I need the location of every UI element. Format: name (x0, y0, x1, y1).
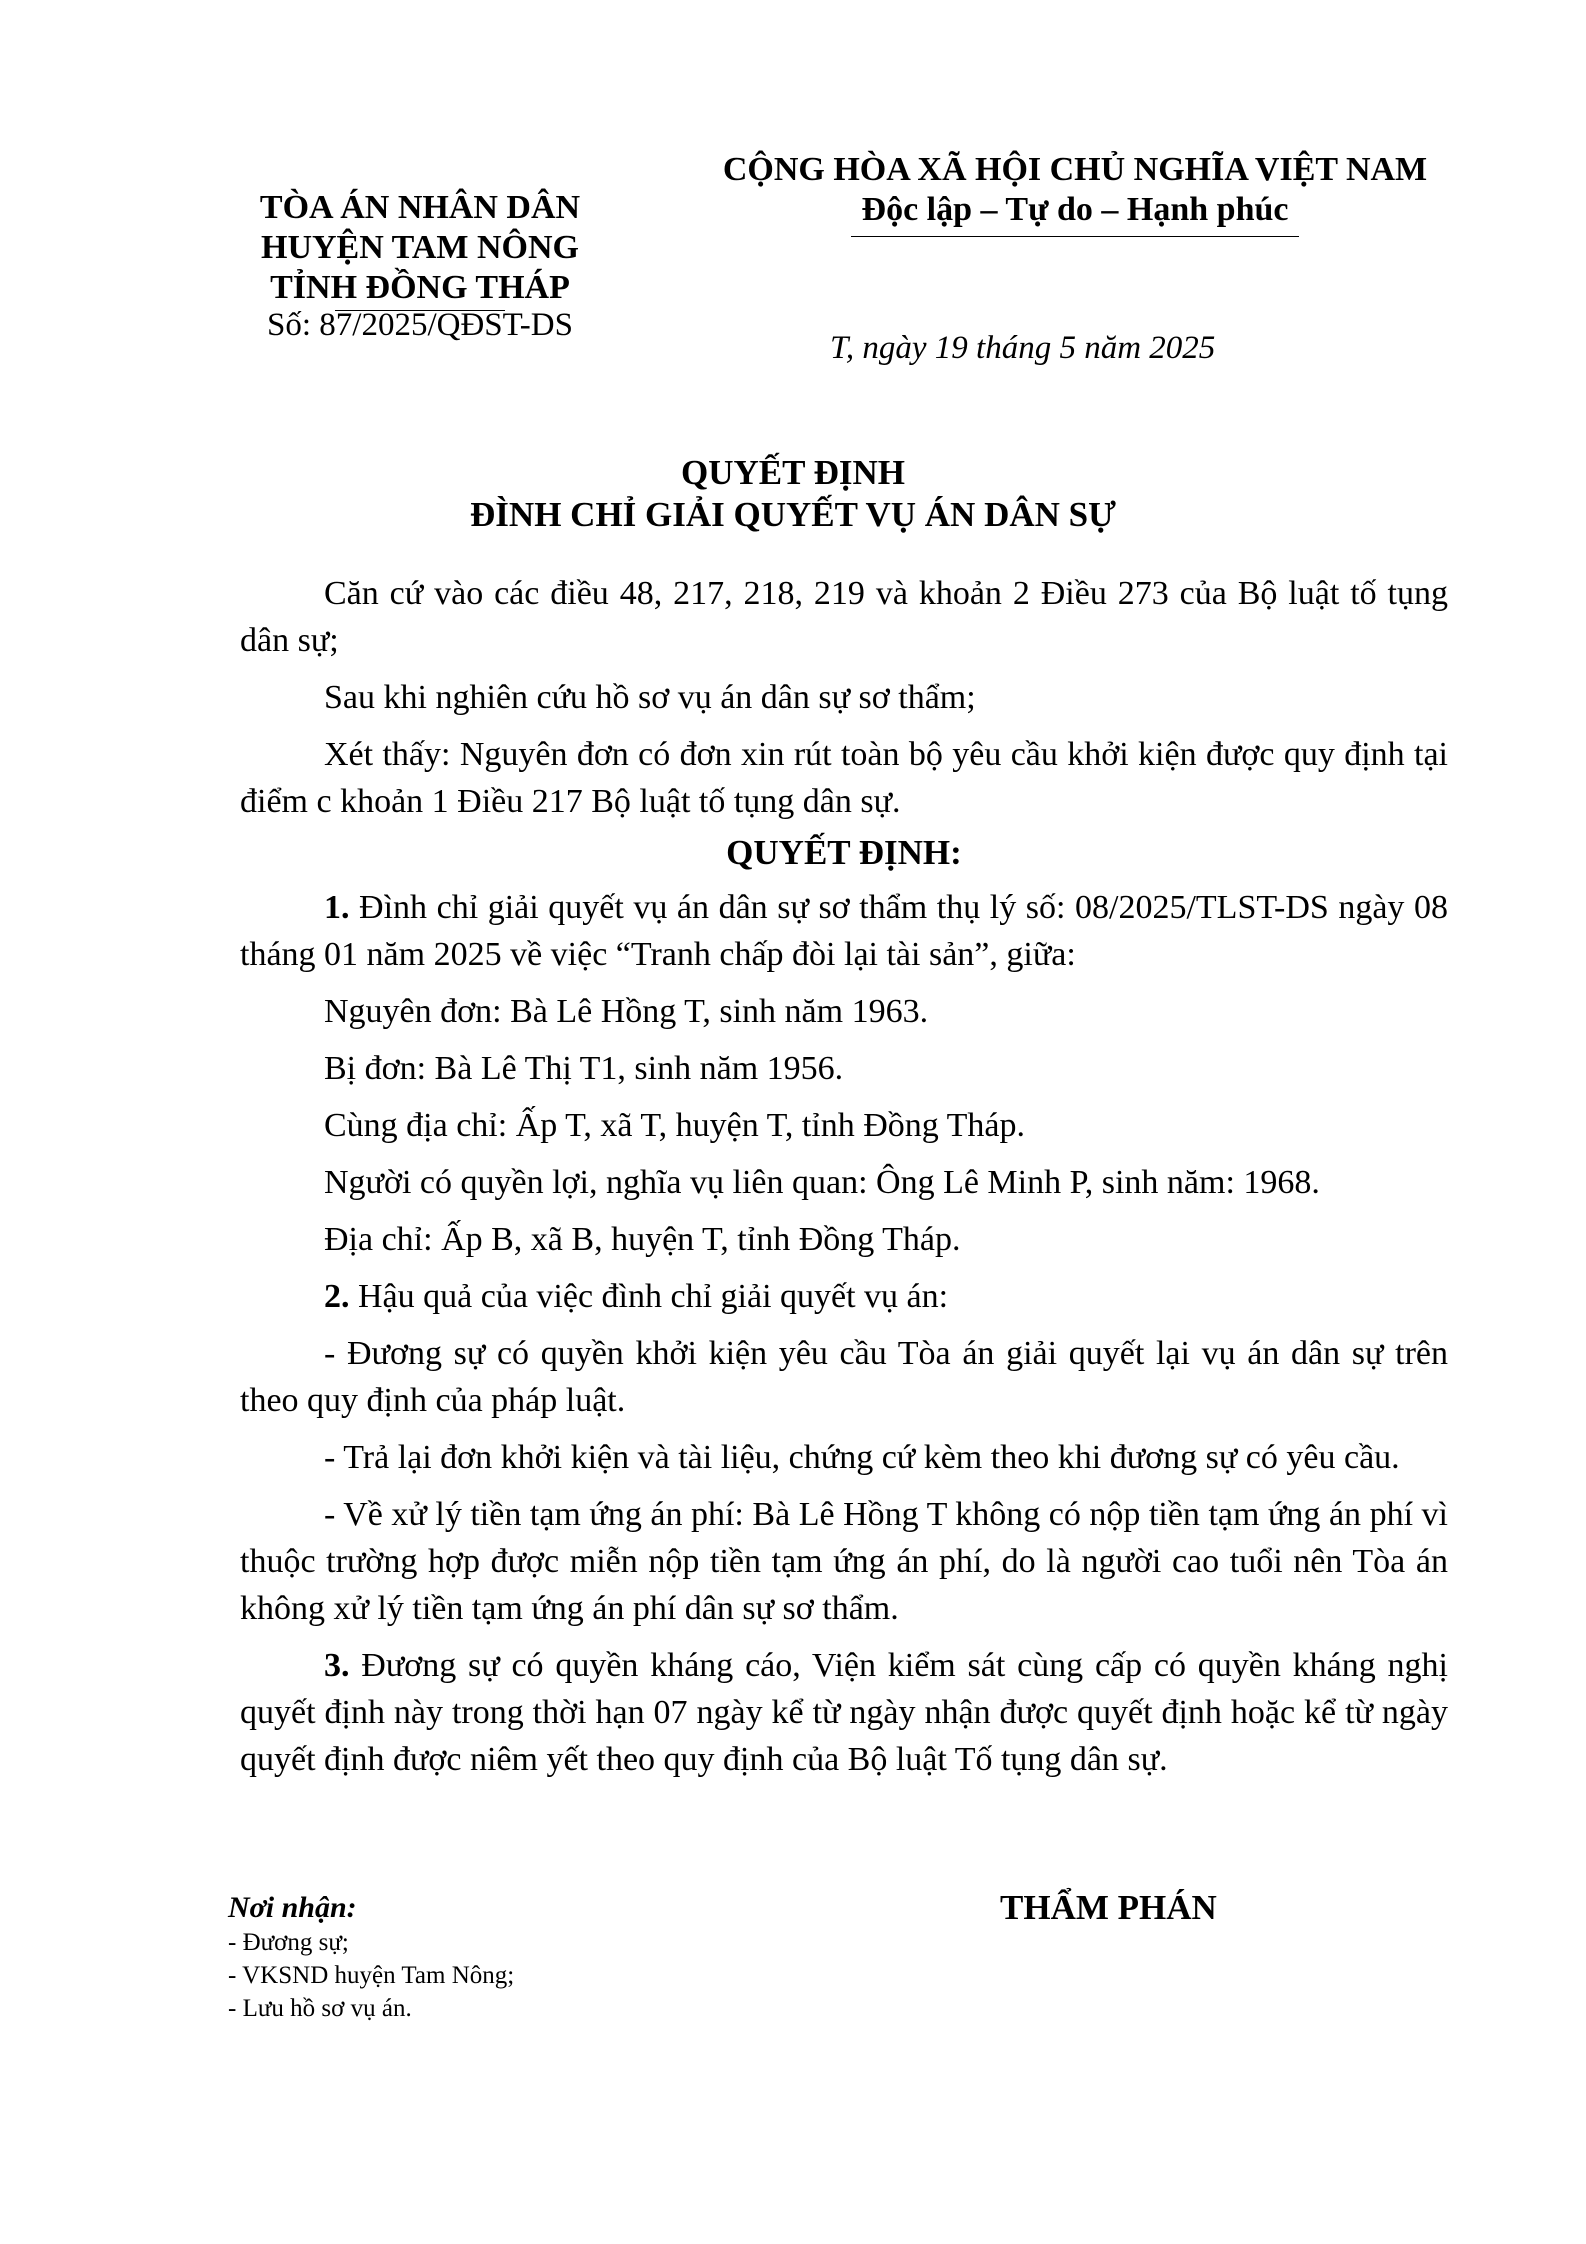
national-title: CỘNG HÒA XÃ HỘI CHỦ NGHĨA VIỆT NAM (722, 151, 1428, 188)
preamble-finding: Xét thấy: Nguyên đơn có đơn xin rút toàn bộ yêu cầu khởi kiện được quy định tại điểm c khoản 1 Điều 217 Bộ luật tố tụng dân sự. (240, 736, 1448, 820)
item-1-text: Đình chỉ giải quyết vụ án dân sự sơ thẩm thụ lý số: 08/2025/TLST-DS ngày 08 tháng 01 năm 2025 về việc “Tranh chấp đòi lại tài sản”, giữa: (240, 889, 1448, 973)
decision-number: Số: 87/2025/QĐST-DS (267, 307, 573, 343)
recipient-item: - Lưu hồ sơ vụ án. (228, 1995, 412, 2022)
court-name-line3: TỈNH ĐỒNG THÁP (270, 269, 570, 306)
defendant-line: Bị đơn: Bà Lê Thị T1, sinh năm 1956. (324, 1050, 844, 1087)
common-address-line: Cùng địa chỉ: Ấp T, xã T, huyện T, tỉnh Đồng Tháp. (324, 1107, 1026, 1144)
preamble-review: Sau khi nghiên cứu hồ sơ vụ án dân sự sơ thẩm; (324, 679, 976, 716)
preamble-legal-basis: Căn cứ vào các điều 48, 217, 218, 219 và khoản 2 Điều 273 của Bộ luật tố tụng dân sự; (240, 575, 1448, 659)
consequence-2: - Trả lại đơn khởi kiện và tài liệu, chứng cứ kèm theo khi đương sự có yêu cầu. (324, 1439, 1400, 1476)
signer-title: THẨM PHÁN (1000, 1888, 1217, 1927)
national-motto: Độc lập – Tự do – Hạnh phúc (861, 191, 1289, 228)
document-subtitle: ĐÌNH CHỈ GIẢI QUYẾT VỤ ÁN DÂN SỰ (470, 495, 1116, 534)
item-3-text: Đương sự có quyền kháng cáo, Viện kiểm sát cùng cấp có quyền kháng nghị quyết định này trong thời hạn 07 ngày kể từ ngày nhận được quyết định hoặc kể từ ngày quyết định được niêm yết theo quy định của Bộ luật Tố tụng dân sự. (240, 1647, 1448, 1778)
item-1 (240, 884, 1448, 978)
item-2-text: Hậu quả của việc đình chỉ giải quyết vụ án: (349, 1278, 949, 1315)
consequence-1: - Đương sự có quyền khởi kiện yêu cầu Tòa án giải quyết lại vụ án dân sự trên theo quy định của pháp luật. (240, 1335, 1448, 1419)
item-2 (240, 1273, 1448, 1320)
item-2-number: 2. (324, 1278, 350, 1315)
court-header (170, 188, 670, 345)
item-3-number: 3. (324, 1647, 350, 1684)
document-title: QUYẾT ĐỊNH (681, 453, 905, 492)
related-address-line: Địa chỉ: Ấp B, xã B, huyện T, tỉnh Đồng Tháp. (324, 1221, 961, 1258)
related-party-line: Người có quyền lợi, nghĩa vụ liên quan: Ông Lê Minh P, sinh năm: 1968. (324, 1164, 1320, 1201)
decision-heading: QUYẾT ĐỊNH: (726, 833, 962, 872)
consequence-3: - Về xử lý tiền tạm ứng án phí: Bà Lê Hồng T không có nộp tiền tạm ứng án phí vì thuộc trường hợp được miễn nộp tiền tạm ứng án phí, do là người cao tuổi nên Tòa án không xử lý tiền tạm ứng án phí dân sự sơ thẩm. (240, 1496, 1448, 1627)
court-name-line2: HUYỆN TAM NÔNG (261, 229, 579, 266)
document-body (240, 570, 1448, 1783)
recipient-item: - Đương sự; (228, 1929, 349, 1956)
motto-underline (851, 236, 1299, 237)
national-header (690, 150, 1460, 237)
plaintiff-line: Nguyên đơn: Bà Lê Hồng T, sinh năm 1963. (324, 993, 929, 1030)
court-name-line1: TÒA ÁN NHÂN DÂN (259, 189, 581, 226)
recipients-label: Nơi nhận: (228, 1891, 357, 1924)
issue-date: T, ngày 19 tháng 5 năm 2025 (830, 330, 1216, 366)
recipients-block (228, 1890, 514, 2025)
item-1-number: 1. (324, 889, 350, 926)
item-3 (240, 1642, 1448, 1783)
recipient-item: - VKSND huyện Tam Nông; (228, 1962, 515, 1989)
